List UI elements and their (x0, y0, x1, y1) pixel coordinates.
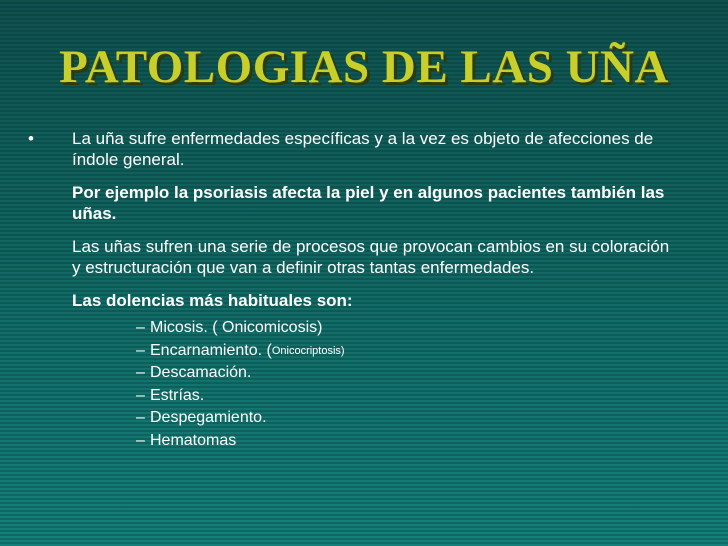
list-item-label: Estrías. (150, 386, 205, 404)
paragraph-example: Por ejemplo la psoriasis afecta la piel y en algunos pacientes también las uñas. (72, 183, 665, 223)
slide-body (28, 128, 678, 452)
dash-icon: – (136, 431, 145, 449)
list-item-label: Despegamiento. (150, 409, 267, 426)
list-item-label: Encarnamiento. ( (150, 341, 272, 359)
list-item-small-text: Onicocriptosis) (271, 344, 345, 357)
bullet-item (28, 128, 678, 452)
dash-icon: – (136, 364, 145, 381)
list-item-label: Descamación. (150, 364, 252, 381)
ailments-list (72, 317, 678, 452)
dash-icon: – (136, 386, 145, 404)
dash-icon: – (136, 319, 145, 336)
list-item (136, 407, 678, 430)
list-item-label: Hematomas (150, 431, 237, 449)
list-item (136, 430, 678, 453)
paragraph-intro: La uña sufre enfermedades específicas y a la vez es objeto de afecciones de índole general. (72, 129, 654, 169)
paragraph-list-heading: Las dolencias más habituales son: (72, 291, 353, 310)
list-item (136, 317, 678, 340)
paragraph-processes: Las uñas sufren una serie de procesos que provocan cambios en su coloración y estructuración que van a definir otras tantas enfermedades. (72, 237, 670, 277)
dash-icon: – (136, 409, 145, 426)
list-item (136, 340, 678, 363)
dash-icon: – (136, 341, 145, 359)
bullet-content (72, 128, 678, 452)
list-item (136, 385, 678, 408)
slide-title: PATOLOGIAS DE LAS UÑA (59, 41, 669, 93)
list-item (136, 362, 678, 385)
list-item-label: Micosis. ( Onicomicosis) (150, 319, 323, 336)
bullet-icon: • (28, 129, 34, 148)
